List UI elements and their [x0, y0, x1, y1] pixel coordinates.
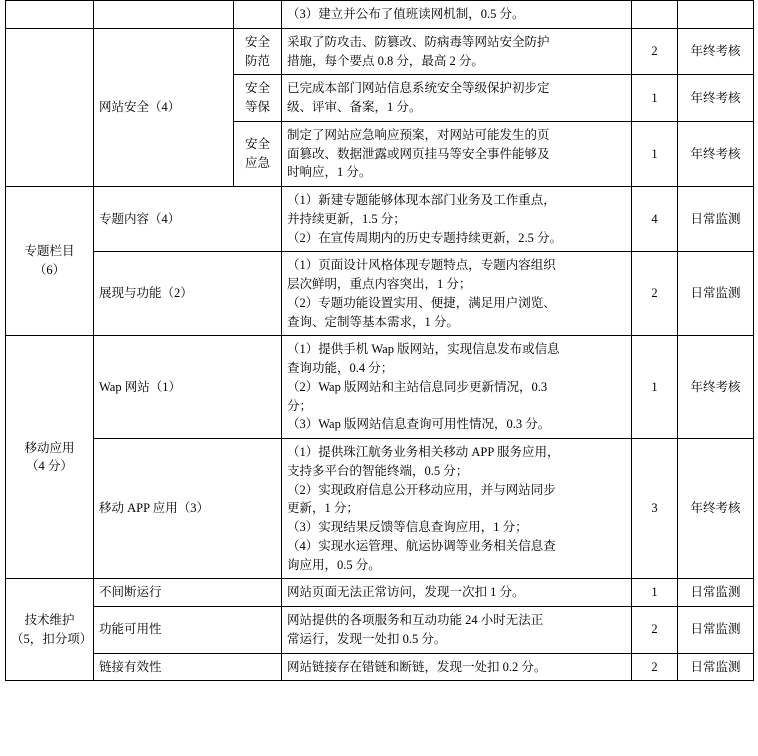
category-label: 移动应用 [24, 440, 75, 455]
cell-category [6, 336, 94, 579]
cell-description [282, 1, 632, 29]
category-score: （5，扣分项） [11, 631, 93, 646]
desc-line: （2）Wap 版网站和主站信息同步更新情况，0.3 [287, 379, 548, 394]
desc-line: （3）实现结果反馈等信息查询应用，1 分； [287, 520, 528, 534]
cell-description [282, 121, 632, 186]
cell-method: 年终考核 [678, 439, 754, 579]
cell-subitem [234, 1, 282, 29]
cell-score: 2 [632, 28, 678, 75]
desc-line: 查询功能，0.4 分； [287, 361, 394, 375]
category-label: 技术维护 [24, 613, 75, 627]
cell-item: 移动 APP 应用（3） [94, 439, 282, 579]
desc-line: 网站链接存在错链和断链，发现一处扣 0.2 分。 [287, 659, 547, 674]
cell-score: 2 [632, 653, 678, 681]
cell-item: 不间断运行 [94, 579, 282, 607]
table-row [6, 1, 754, 29]
desc-line: （2）实现政府信息公开移动应用，并与网站同步 [287, 482, 556, 497]
desc-line: （3）Wap 版网站信息查询可用性情况，0.3 分。 [287, 417, 551, 432]
category-score: （4 分） [26, 459, 73, 474]
desc-line: 查询、定制等基本需求，1 分。 [287, 314, 459, 329]
table-row [6, 579, 754, 607]
cell-description [282, 607, 632, 654]
cell-method: 年终考核 [678, 75, 754, 122]
cell-score: 1 [632, 336, 678, 439]
desc-line: （4）实现水运管理、航运协调等业务相关信息查 [287, 538, 556, 553]
desc-line: 采取了防攻击、防篡改、防病毒等网站安全防护 [287, 34, 550, 49]
desc-line: （3）建立并公布了值班读网机制，0.5 分。 [287, 7, 525, 21]
cell-score [632, 1, 678, 29]
desc-line: （2）专题功能设置实用、便捷，满足用户浏览、 [287, 295, 556, 310]
table-row [6, 439, 754, 579]
desc-line: （1）提供珠江航务业务相关移动 APP 服务应用， [287, 445, 560, 459]
cell-category [6, 187, 94, 336]
cell-item: 链接有效性 [94, 653, 282, 681]
cell-score: 2 [632, 252, 678, 336]
desc-line: 并持续更新，1.5 分； [287, 211, 406, 226]
desc-line: 措施，每个要点 0.8 分，最高 2 分。 [287, 53, 484, 68]
cell-item: 功能可用性 [94, 607, 282, 654]
desc-line: 网站提供的各项服务和互动功能 24 小时无法正 [287, 613, 544, 627]
desc-line: 常运行，发现一处扣 0.5 分。 [287, 631, 447, 646]
desc-line: （2）在宣传周期内的历史专题持续更新，2.5 分。 [287, 230, 563, 245]
table-row [6, 607, 754, 654]
category-score: （6） [33, 263, 66, 278]
cell-score: 1 [632, 121, 678, 186]
cell-method: 年终考核 [678, 121, 754, 186]
cell-score: 2 [632, 607, 678, 654]
cell-score: 3 [632, 439, 678, 579]
cell-category [6, 1, 94, 29]
desc-line: 已完成本部门网站信息系统安全等级保护初步定 [287, 81, 550, 96]
desc-line: 级、评审、备案，1 分。 [287, 100, 422, 114]
cell-category [6, 579, 94, 681]
table-row [6, 28, 754, 75]
cell-description [282, 75, 632, 122]
subitem-label: 安全应急 [244, 137, 270, 170]
desc-line: 分； [287, 398, 313, 413]
cell-score: 1 [632, 75, 678, 122]
cell-item: 专题内容（4） [94, 187, 282, 252]
cell-method: 日常监测 [678, 653, 754, 681]
cell-subitem [234, 121, 282, 186]
desc-line: 层次鲜明，重点内容突出，1 分； [287, 277, 472, 291]
cell-subitem [234, 75, 282, 122]
cell-description [282, 336, 632, 439]
cell-item: 展现与功能（2） [94, 252, 282, 336]
assessment-table [5, 0, 754, 681]
table-row [6, 336, 754, 439]
table-row [6, 252, 754, 336]
cell-method: 日常监测 [678, 187, 754, 252]
cell-description [282, 28, 632, 75]
cell-method: 日常监测 [678, 252, 754, 336]
desc-line: 时响应，1 分。 [287, 165, 372, 180]
cell-description [282, 439, 632, 579]
table-row [6, 187, 754, 252]
table-row [6, 653, 754, 681]
cell-description [282, 653, 632, 681]
desc-line: 制定了网站应急响应预案，对网站可能发生的页 [287, 127, 550, 142]
category-label: 专题栏目 [24, 244, 75, 259]
cell-description [282, 252, 632, 336]
cell-item: Wap 网站（1） [94, 336, 282, 439]
cell-score: 4 [632, 187, 678, 252]
cell-score: 1 [632, 579, 678, 607]
desc-line: （1）新建专题能够体现本部门业务及工作重点， [287, 193, 556, 207]
cell-method: 日常监测 [678, 579, 754, 607]
cell-method: 年终考核 [678, 28, 754, 75]
cell-description [282, 579, 632, 607]
cell-method [678, 1, 754, 29]
desc-line: 面篡改、数据泄露或网页挂马等安全事件能够及 [287, 146, 550, 161]
cell-subitem [234, 28, 282, 75]
cell-item: 网站安全（4） [94, 28, 234, 186]
desc-line: （1）提供手机 Wap 版网站，实现信息发布或信息 [287, 342, 560, 357]
desc-line: 更新，1 分； [287, 501, 359, 516]
cell-category [6, 28, 94, 186]
subitem-label: 安全防范 [244, 34, 270, 68]
cell-item [94, 1, 234, 29]
cell-description [282, 187, 632, 252]
desc-line: （1）页面设计风格体现专题特点，专题内容组织 [287, 258, 556, 273]
desc-line: 询应用，0.5 分。 [287, 557, 381, 572]
subitem-label: 安全等保 [244, 81, 270, 114]
desc-line: 网站页面无法正常访问，发现一次扣 1 分。 [287, 585, 525, 600]
desc-line: 支持多平台的智能终端，0.5 分； [287, 463, 469, 478]
cell-method: 日常监测 [678, 607, 754, 654]
cell-method: 年终考核 [678, 336, 754, 439]
